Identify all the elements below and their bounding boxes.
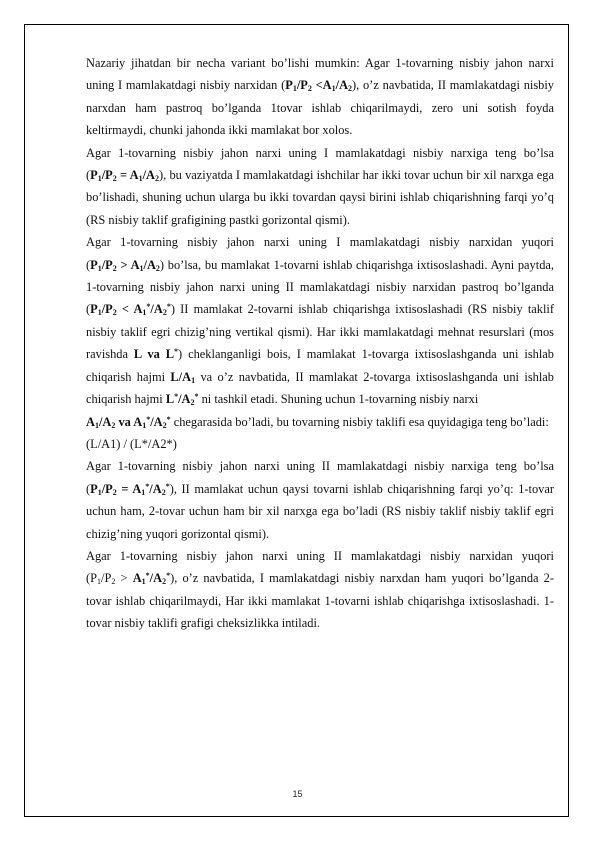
paragraph-1: Nazariy jihatdan bir necha variant bo’lishi mumkin: Agar 1-tovarning nisbiy jahon narxi uning I mamlakatdagi nisbiy narxidan $(P_1/P_2 <A_1/A_2)$, o’z navbatida, II mamlakatdagi nisbiy narxdan ham pastroq bo’lganda 1tovar ishlab chiqarilmaydi, zero uni sotish foyda keltirmaydi, chunki jahonda ikki mamlakat bor xolos. xyxy=(86,56,554,138)
paragraph-5-formula: (L/A1) / (L*/A2*) xyxy=(86,436,177,451)
formula-p1-p2-gt-a1-a2: $P_1/P_2 > A_1/A_2$ xyxy=(90,257,160,273)
paragraph-4: $A_1/A_2$ va $A_1^*/A_2^*$ chegarasida bo’ladi, bu tovarning nisbiy taklifi esa quyidagiga teng bo’ladi: xyxy=(86,414,549,430)
paragraph-6: Agar 1-tovarning nisbiy jahon narxi uning II mamlakatdagi nisbiy narxiga teng bo’lsa $(P_1/P_2 = A_1^*/A_2^*)$, II mamlakat uchun qaysi tovarni ishlab chiqarishning farqi yo’q: 1-tovar uchun ham, 2-tovar uchun ham bir xil narxga ega bo’ladi (RS nisbiy taklif nisbiy taklif egri chizig’ning yuqori gorizontal qismi). xyxy=(86,459,554,541)
document-body xyxy=(86,52,554,635)
formula-p1-p2-eq-a1s-a2s: $P_1/P_2 = A_1^*/A_2^*$ xyxy=(90,481,170,497)
formula-l-va-ls: L va L* xyxy=(133,347,179,362)
formula-l-a1: $L/A_1$ xyxy=(170,369,196,385)
paragraph-7: Agar 1-tovarning nisbiy jahon narxi uning II mamlakatdagi nisbiy narxidan yuqori $(P_1/P_2 > A_1^*/A_2^*)$, o’z navbatida, I mamlakatdagi nisbiy narxdan ham yuqori bo’lganda 2-tovar ishlab chiqarilmaydi, Har ikki mamlakat 1-tovarni ishlab chiqarishga ixtisoslashadi. 1-tovar nisbiy taklifi grafigi cheksizlikka intiladi. xyxy=(86,548,554,631)
page-number: 15 xyxy=(292,789,303,799)
formula-ls-a2s: $L^*/A_2^*$ xyxy=(165,392,199,408)
formula-p1-p2-lt-a1-a2: $P_1/P_2 <A_1/A_2$ xyxy=(285,78,353,94)
paragraph-2: Agar 1-tovarning nisbiy jahon narxi uning I mamlakatdagi nisbiy narxiga teng bo’lsa $(P_1/P_2 = A_1/A_2)$, bu vaziyatda I mamlakatdagi ishchilar har ikki tovar uchun bir xil narxga ega bo’lishadi, shuning uchun ularga bu ikki tovardan qaysi birini ishlab chiqarishning farqi yo’q (RS nisbiy taklif grafigining pastki gorizontal qismi). xyxy=(86,145,554,227)
formula-a1-a2-va-a1s-a2s: $A_1/A_2$ va $A_1^*/A_2^*$ xyxy=(86,414,171,430)
formula-p1-p2-gt-a1s-a2s: $P_1/P_2 > A_1^*/A_2^*$ xyxy=(90,571,171,587)
paragraph-3: Agar 1-tovarning nisbiy jahon narxi uning I mamlakatdagi nisbiy narxidan yuqori $(P_1/P_2 > A_1/A_2)$ bo’lsa, bu mamlakat 1-tovarni ishlab chiqarishga ixtisoslashadi. Ayni paytda, 1-tovarning nisbiy jahon narxi uning II mamlakatdagi nisbiy narxidan pastroq bo’lganda $(P_1/P_2 < A_1^*/A_2^*)$ II mamlakat 2-tovarni ishlab chiqarishga ixtisoslashadi (RS nisbiy taklif nisbiy taklif egri chizig’ning vertikal qismi). Har ikki mamlakatdagi mehnat resurslari (mos ravishda L va L*) cheklanganligi bois, I mamlakat 1-tovarga ixtisoslashganda uni ishlab chiqarish hajmi $L/A_1$ va o’z navbatida, II mamlakat 2-tovarga ixtisoslashganda uni ishlab chiqarish hajmi $L^*/A_2^*$ ni tashkil etadi. Shuning uchun 1-tovarning nisbiy narxi xyxy=(86,235,554,408)
formula-p1-p2-eq-a1-a2: $P_1/P_2 = A_1/A_2$ xyxy=(90,168,159,184)
formula-p1-p2-lt-a1s-a2s: $P_1/P_2 < A_1^*/A_2^*$ xyxy=(90,302,171,318)
